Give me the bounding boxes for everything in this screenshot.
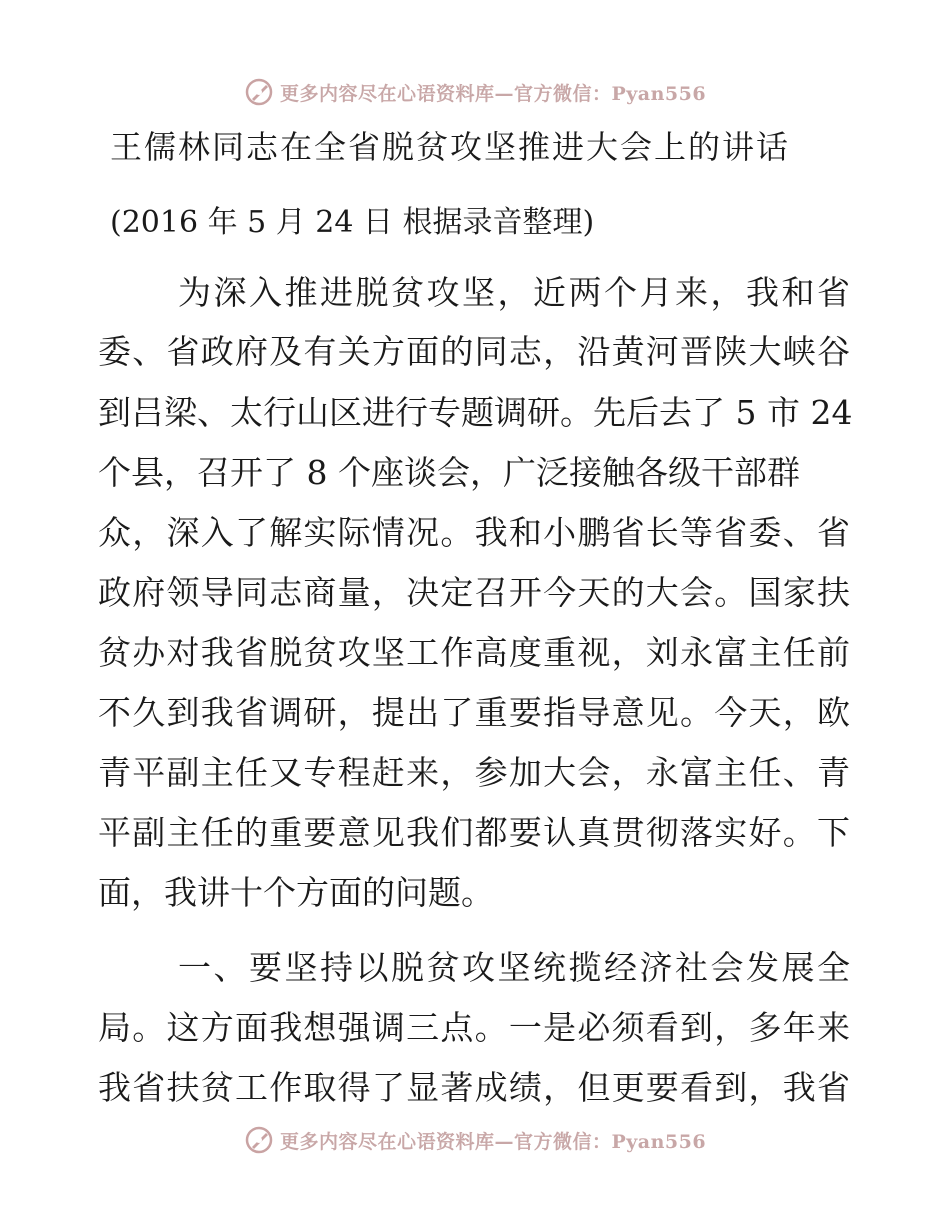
watermark-text: 更多内容尽在心语资料库—官方微信：Pyan556 (279, 82, 707, 105)
quill-logo-icon (244, 1125, 274, 1155)
watermark-footer (0, 1120, 950, 1160)
text-line: 委、省政府及有关方面的同志，沿黄河晋陕大峡谷 (98, 332, 850, 371)
quill-logo-icon (244, 77, 274, 107)
text-line: 政府领导同志商量，决定召开今天的大会。国家扶 (98, 573, 850, 612)
text-line: 面，我讲十个方面的问题。 (98, 873, 494, 912)
text-line: 一、要坚持以脱贫攻坚统揽经济社会发展全 (178, 948, 850, 987)
text-line: 众，深入了解实际情况。我和小鹏省长等省委、省 (98, 513, 850, 552)
text-line: 贫办对我省脱贫攻坚工作高度重视，刘永富主任前 (98, 633, 850, 672)
text-line: 平副主任的重要意见我们都要认真贯彻落实好。下 (98, 813, 850, 852)
page-title: 王儒林同志在全省脱贫攻坚推进大会上的讲话 (110, 128, 791, 166)
text-line: 到吕梁、太行山区进行专题调研。先后去了 5 市 24 (98, 393, 853, 432)
text-line: 不久到我省调研，提出了重要指导意见。今天，欧 (98, 693, 850, 732)
text-line: 个县，召开了 8 个座谈会，广泛接触各级干部群 (98, 453, 800, 492)
watermark-header (0, 72, 950, 112)
document-date-note: (2016 年 5 月 24 日 根据录音整理) (110, 205, 595, 240)
text-line: 局。这方面我想强调三点。一是必须看到，多年来 (98, 1008, 850, 1047)
text-line: 为深入推进脱贫攻坚，近两个月来，我和省 (178, 273, 850, 312)
text-line: 青平副主任又专程赶来，参加大会，永富主任、青 (98, 753, 850, 792)
text-line: 我省扶贫工作取得了显著成绩，但更要看到，我省 (98, 1068, 850, 1107)
watermark-text: 更多内容尽在心语资料库—官方微信：Pyan556 (279, 1130, 707, 1153)
